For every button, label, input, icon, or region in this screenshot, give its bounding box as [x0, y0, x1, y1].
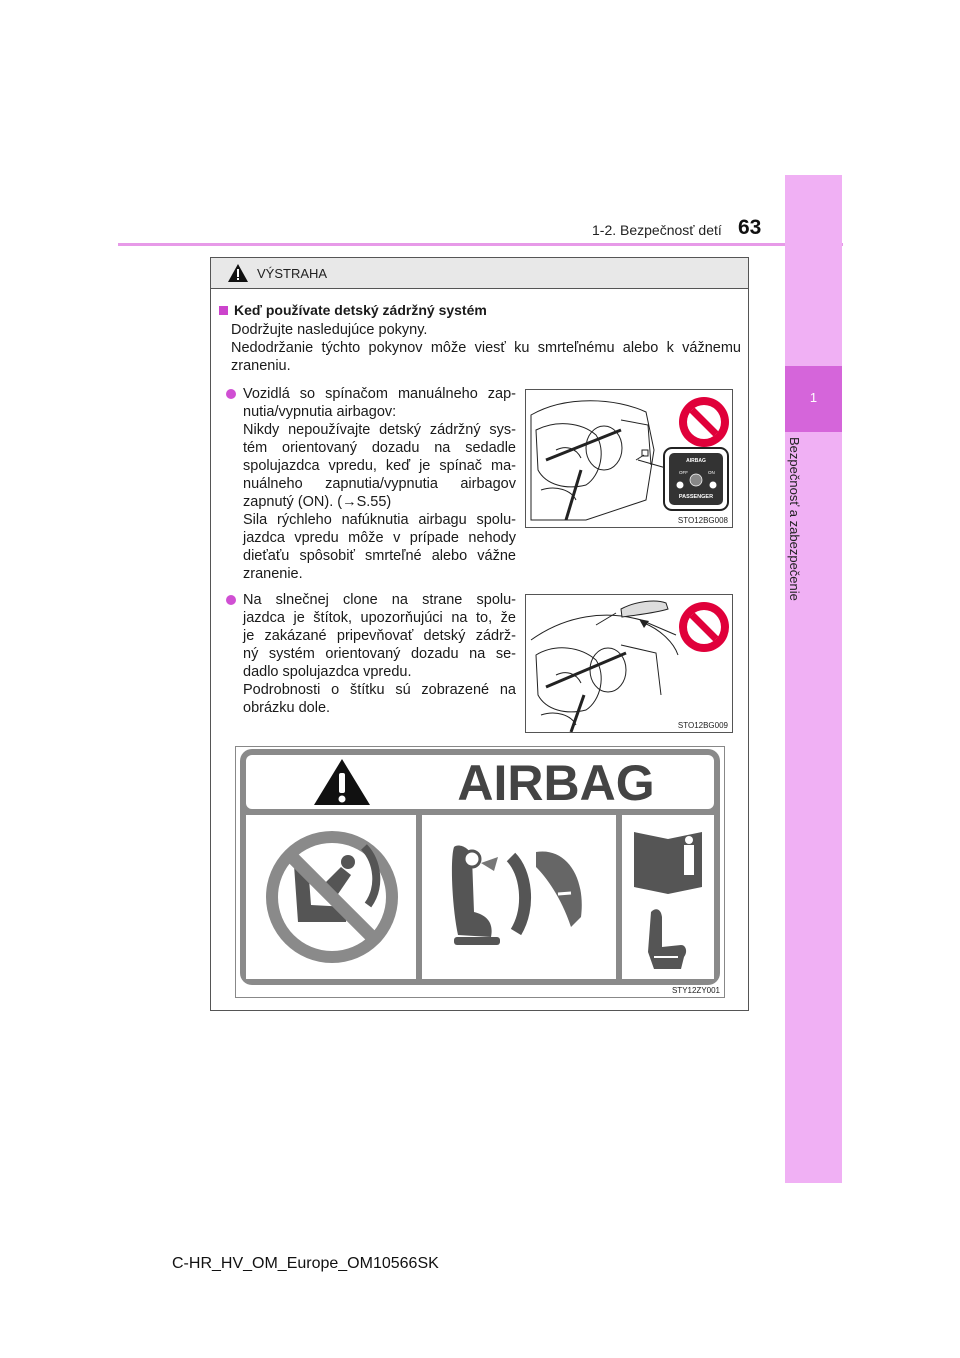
item-line: nutia/vypnutia airbagov:	[243, 404, 397, 420]
car-interior-switch-illustration	[526, 390, 732, 527]
item-line: jazdca je štítok, upozorňujúci na to, že	[243, 610, 516, 626]
warning-triangle-icon	[227, 263, 249, 283]
warning-item-sun-visor-label	[226, 591, 516, 717]
item-line: zapnutý (ON). (→S.55)	[243, 494, 392, 510]
airbag-warning-label	[235, 746, 725, 998]
page-number: 63	[738, 216, 762, 239]
warning-label: VÝSTRAHA	[257, 265, 328, 281]
item-line: Sila rýchleho nafúknutia airbagu spolu-	[243, 512, 516, 528]
item-line: tém orientovaný dozadu na sedadle	[243, 440, 516, 456]
item-line: Na slnečnej clone na strane spolu-	[243, 592, 516, 608]
warning-heading	[219, 302, 487, 318]
chapter-title: Bezpečnosť a zabezpečenie	[787, 437, 802, 601]
item-line: dieťaťu spôsobiť smrteľné alebo vážne	[243, 548, 516, 564]
intro-line: zraneniu.	[231, 358, 291, 374]
airbag-label-title: AIRBAG	[457, 755, 655, 811]
warning-item-airbag-switch	[226, 385, 516, 583]
warning-heading-text: Keď používate detský zádržný systém	[234, 302, 487, 318]
item-line: ný systém orientovaný dozadu na se-	[243, 646, 516, 662]
prohibited-sign-icon	[679, 397, 729, 447]
no-rear-facing-child-seat-icon	[266, 831, 398, 963]
switch-off: OFF	[679, 470, 688, 475]
airbag-label-graphic	[236, 747, 724, 997]
square-bullet-icon	[219, 306, 228, 315]
warning-box	[210, 257, 749, 1011]
illustration-sun-visor	[525, 594, 733, 733]
illustration-airbag-switch	[525, 389, 733, 528]
header-divider	[118, 243, 843, 246]
item-line: zranenie.	[243, 566, 303, 582]
item-line: Nikdy nepoužívajte detský zádržný sys-	[243, 422, 516, 438]
section-title: 1-2. Bezpečnosť detí	[592, 222, 722, 238]
warning-intro	[231, 321, 741, 375]
item-line: je zakázané pripevňovať detský zádrž-	[243, 628, 516, 644]
airbag-switch-closeup	[664, 448, 728, 510]
item-line: jazdca vpredu môže v prípade nehody	[243, 530, 516, 546]
intro-line: Nedodržanie týchto pokynov môže viesť ku smrteľnému alebo k vážnemu	[231, 340, 741, 356]
switch-on: ON	[708, 470, 715, 475]
item-line: obrázku dole.	[243, 700, 331, 716]
item-line: nuálneho zapnutia/vypnutia airbagov	[243, 476, 516, 492]
image-code: STY12ZY001	[671, 986, 720, 995]
item-line: spolujazdca vpredu, keď je spínač ma-	[243, 458, 516, 474]
document-id: C-HR_HV_OM_Europe_OM10566SK	[172, 1255, 439, 1272]
chapter-title-vertical	[786, 437, 800, 867]
image-code: STO12BG009	[677, 721, 728, 730]
item-line: Podrobnosti o štítku sú zobrazené na	[243, 682, 516, 698]
switch-title: AIRBAG	[686, 458, 706, 464]
switch-passenger: PASSENGER	[678, 494, 714, 500]
round-bullet-icon	[226, 595, 236, 605]
prohibited-sign-icon	[679, 602, 729, 652]
image-code: STO12BG008	[677, 516, 728, 525]
warning-header	[211, 258, 748, 289]
chapter-number: 1	[809, 390, 818, 405]
intro-line: Dodržujte nasledujúce pokyny.	[231, 322, 428, 338]
item-line: dadlo spolujazdca vpredu.	[243, 664, 412, 680]
round-bullet-icon	[226, 389, 236, 399]
car-interior-visor-illustration	[526, 595, 732, 732]
item-line: Vozidlá so spínačom manuálneho zap-	[243, 386, 516, 402]
